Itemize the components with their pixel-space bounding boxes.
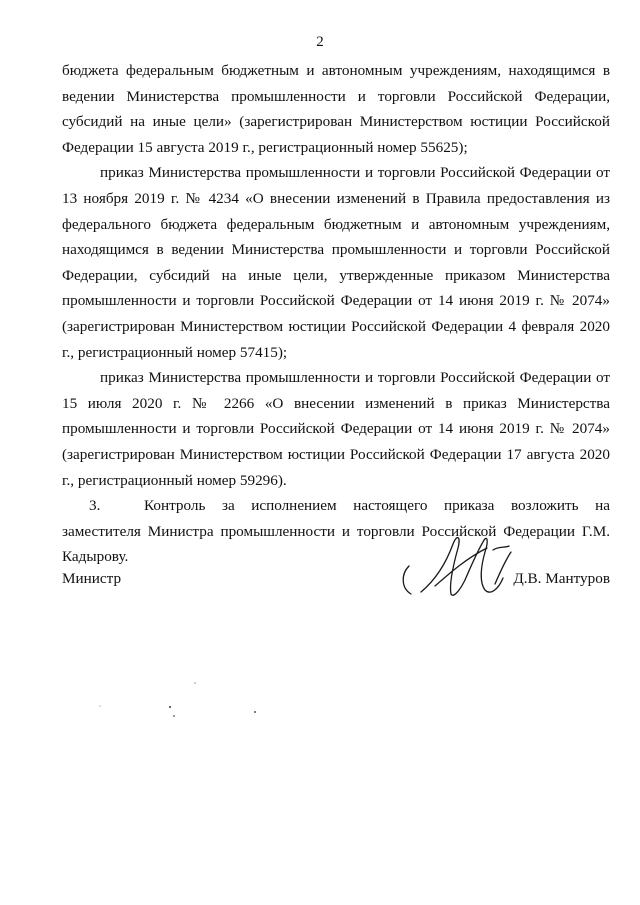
page-number: 2 (316, 34, 324, 50)
signatory-name: Д.В. Мантуров (513, 570, 610, 587)
paragraph-order-2266: приказ Министерства промышленности и торговли Российской Федерации от 15 июля 2020 г. № 2266 «О внесении изменений в приказ Министерства промышленности и торговли Российской Федерации от 14 июня 2019 г. № 2074» (зарегистрирован Министерством юстиции Российской Федерации 17 августа 2020 г., регистрационный номер 59296). (62, 369, 610, 489)
signatory-title: Министр (62, 570, 122, 587)
paragraph-order-4234: приказ Министерства промышленности и торговли Российской Федерации от 13 ноября 2019 г. № 4234 «О внесении изменений в Правила предоставления из федерального бюджета федеральным бюджетным и автономным учреждениям, находящимся в ведении Министерства промышленности и торговли Российской Федерации, субсидий на иные цели, утвержденные приказом Министерства промышленности и торговли Российской Федерации от 14 июня 2019 г. № 2074» (зарегистрирован Министерством юстиции Российской Федерации 4 февраля 2020 г., регистрационный номер 57415); (62, 164, 610, 361)
item-number: 3. (89, 497, 101, 515)
item-text: Контроль за исполнением настоящего приказа возложить на заместителя Министра промышленности и торговли Российской Федерации Г.М. Кадырову. (62, 497, 610, 566)
paragraph-continuation: бюджета федеральным бюджетным и автономным учреждениям, находящимся в ведении Министерства промышленности и торговли Российской Федерации, субсидий на иные цели» (зарегистрирован Министерством юстиции Российской Федерации 15 августа 2019 г., регистрационный номер 55625); (62, 62, 610, 156)
